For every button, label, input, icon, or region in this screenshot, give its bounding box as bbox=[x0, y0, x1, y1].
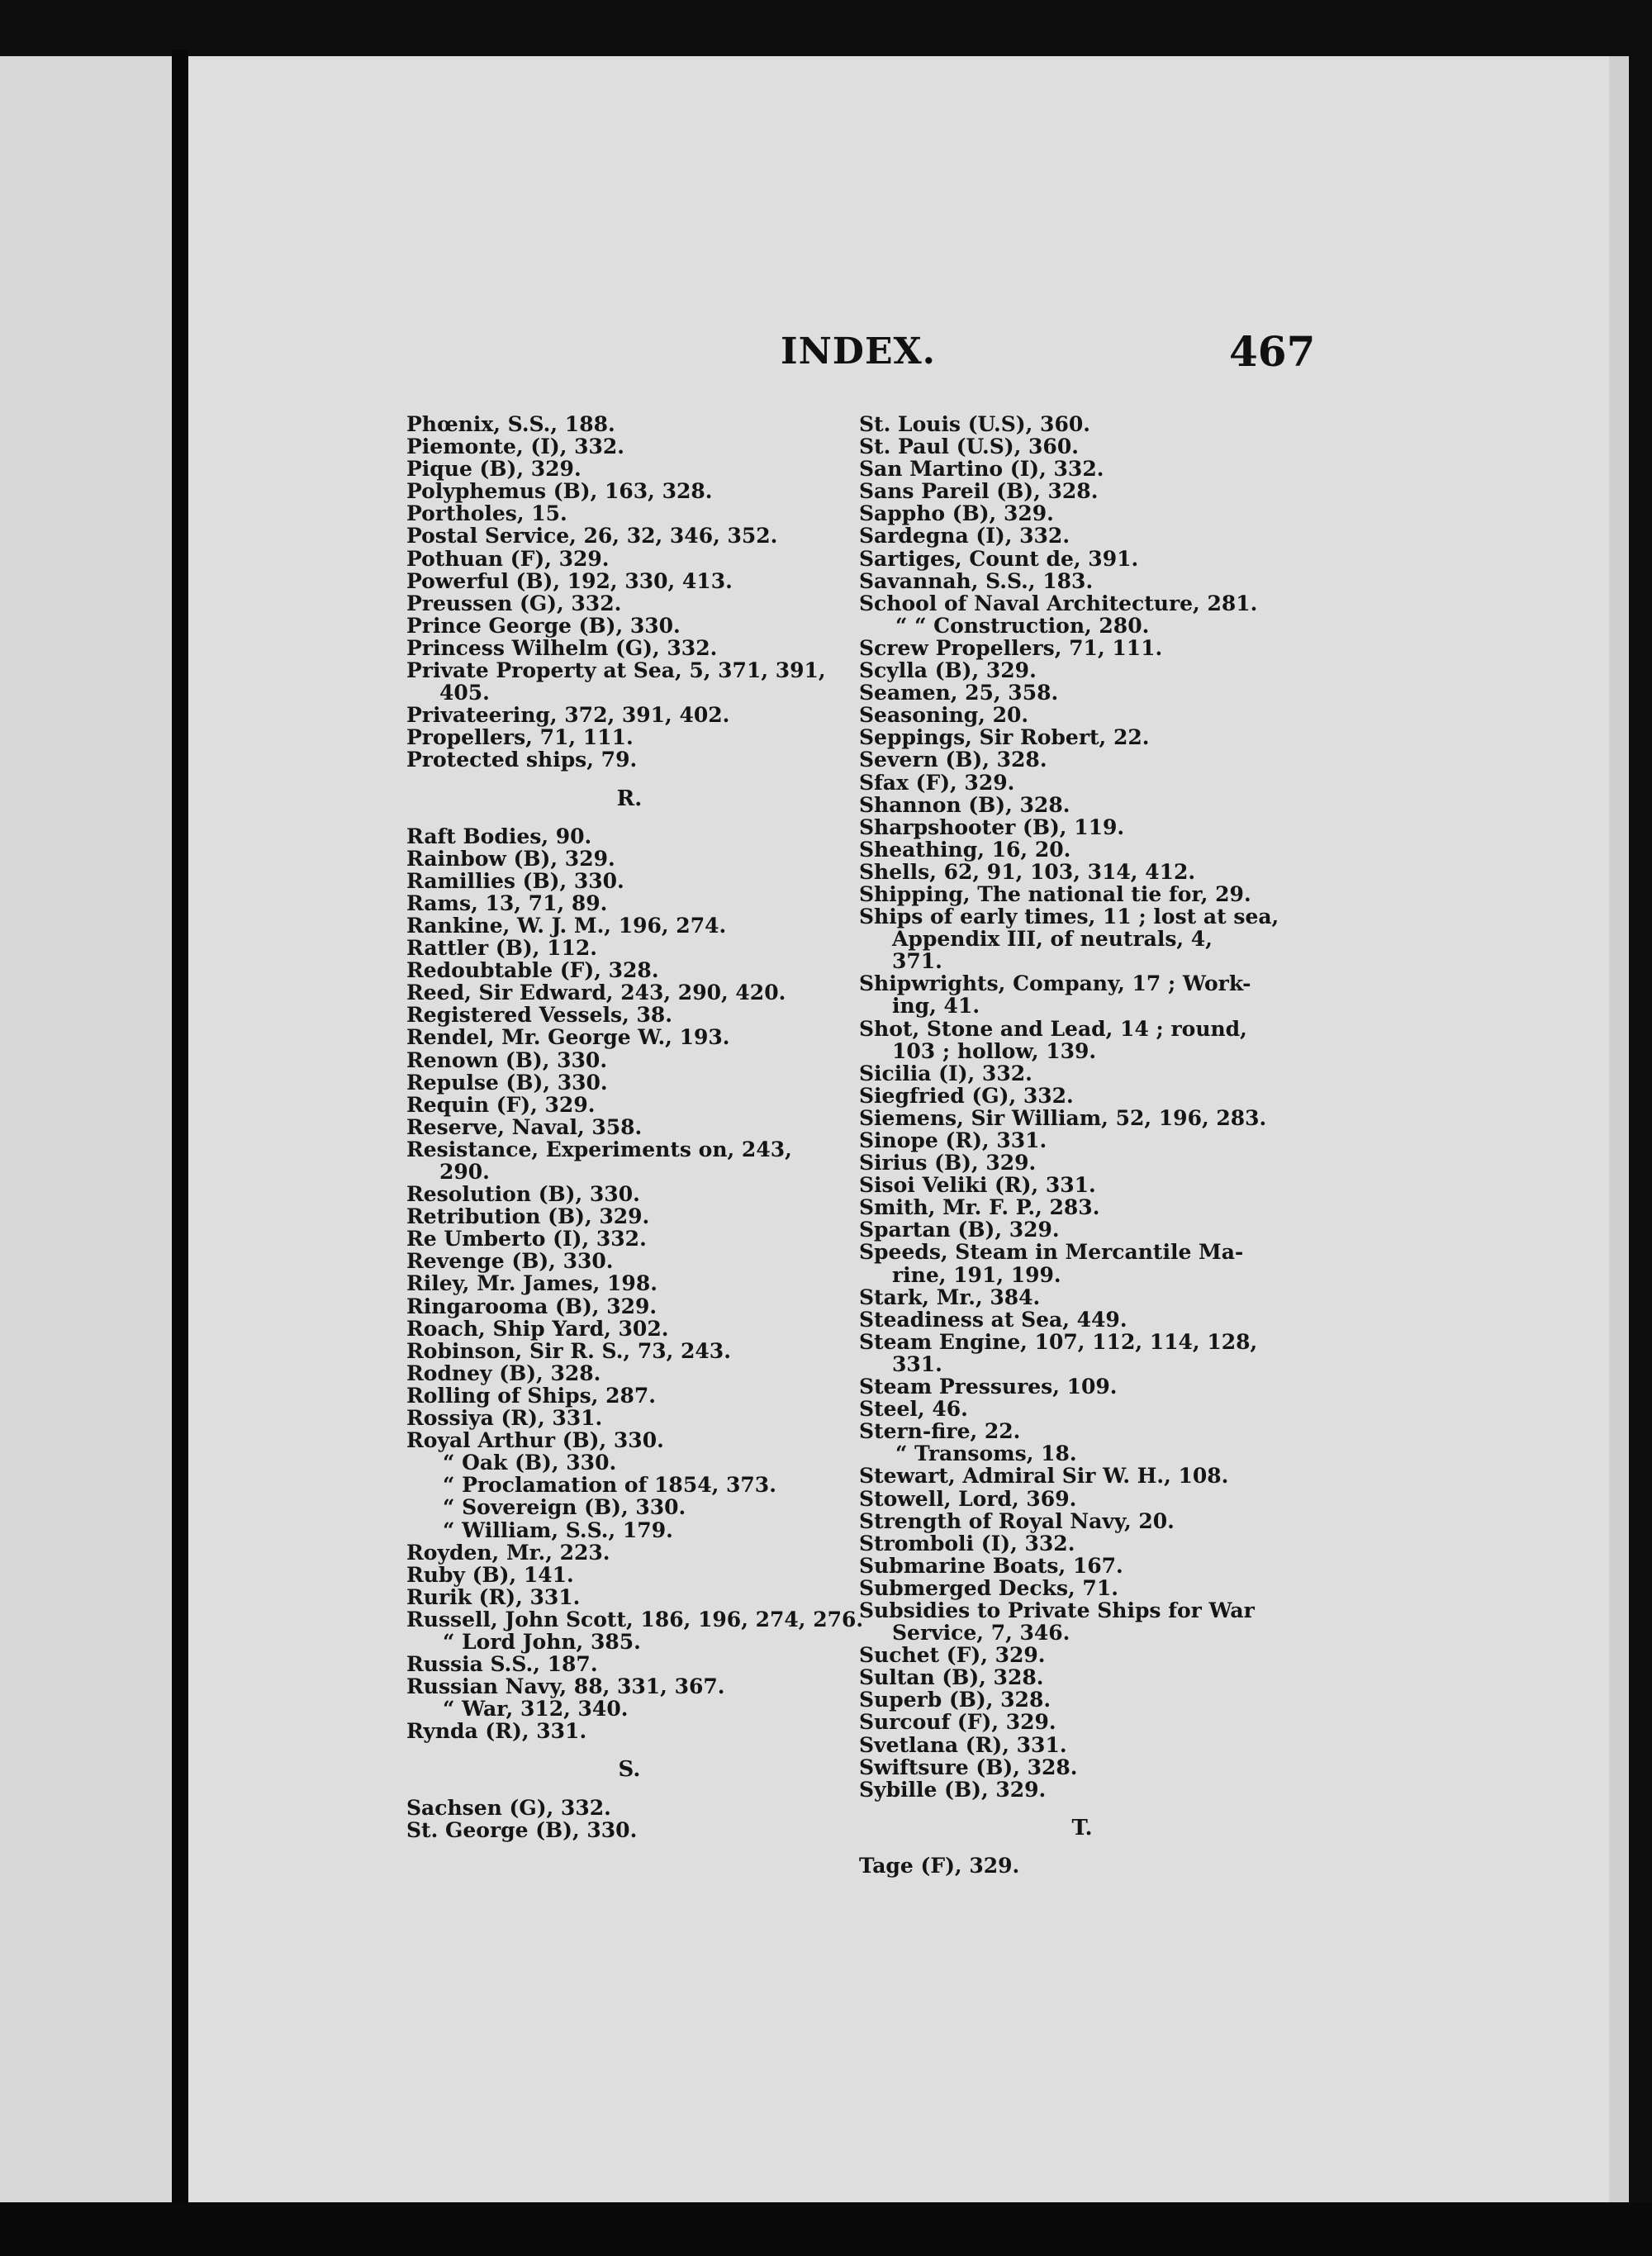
index-entry-text: Sisoi Veliki (R), 331. bbox=[859, 1173, 1096, 1198]
index-entry bbox=[859, 1532, 1305, 1555]
index-entry-text: School of Naval Architecture, 281. bbox=[859, 591, 1258, 615]
index-entry-continuation: Service, 7, 346. bbox=[892, 1621, 1070, 1646]
index-entry bbox=[406, 726, 852, 748]
index-entry bbox=[406, 1819, 852, 1841]
index-entry-text: Ringarooma (B), 329. bbox=[406, 1294, 657, 1318]
index-entry bbox=[406, 1049, 852, 1071]
index-entry bbox=[859, 502, 1305, 525]
index-entry bbox=[406, 1675, 852, 1698]
index-entry-text: Screw Propellers, 71, 111. bbox=[859, 635, 1163, 660]
index-entry bbox=[406, 1004, 852, 1026]
index-entry bbox=[859, 1779, 1305, 1801]
index-entry-text: San Martino (I), 332. bbox=[859, 457, 1104, 482]
index-entry bbox=[859, 905, 1305, 972]
index-entry bbox=[859, 458, 1305, 480]
index-entry-text: Russia S.S., 187. bbox=[406, 1652, 598, 1677]
index-entry bbox=[406, 1407, 852, 1429]
index-entry bbox=[859, 1465, 1305, 1487]
section-letter-heading: R. bbox=[616, 786, 643, 811]
index-entry bbox=[406, 848, 852, 870]
index-entry-text: Royal Arthur (B), 330. bbox=[406, 1428, 664, 1453]
index-entry bbox=[859, 1855, 1305, 1877]
index-entry-text: Submarine Boats, 167. bbox=[859, 1553, 1123, 1578]
index-entry-text: Subsidies to Private Ships for War bbox=[859, 1598, 1255, 1622]
index-entry bbox=[859, 1398, 1305, 1420]
index-entry bbox=[406, 659, 852, 704]
index-entry-text: Resistance, Experiments on, 243, bbox=[406, 1137, 792, 1161]
index-entry-text: Powerful (B), 192, 330, 413. bbox=[406, 568, 733, 593]
index-entry-text: Suchet (F), 329. bbox=[859, 1643, 1046, 1668]
index-entry bbox=[859, 1756, 1305, 1779]
facing-page-edge bbox=[0, 56, 172, 2202]
index-entry-text: Steam Engine, 107, 112, 114, 128, bbox=[859, 1329, 1258, 1354]
index-entry bbox=[406, 748, 852, 771]
index-entry-text: Seamen, 25, 358. bbox=[859, 681, 1059, 705]
index-entry-text: Redoubtable (F), 328. bbox=[406, 958, 659, 983]
index-entry-text: Stowell, Lord, 369. bbox=[859, 1486, 1077, 1511]
index-entry-text: Shipping, The national tie for, 29. bbox=[859, 881, 1251, 906]
index-entry-text: Steel, 46. bbox=[859, 1397, 968, 1422]
index-entry-text: Polyphemus (B), 163, 328. bbox=[406, 479, 713, 504]
index-entry-text: St. George (B), 330. bbox=[406, 1817, 638, 1842]
page-title: INDEX. bbox=[781, 330, 936, 373]
index-entry bbox=[859, 1555, 1305, 1577]
index-entry-text: Shells, 62, 91, 103, 314, 412. bbox=[859, 859, 1196, 884]
index-entry bbox=[859, 435, 1305, 458]
index-entry-text: “ Proclamation of 1854, 373. bbox=[443, 1473, 776, 1498]
index-entry-text: Rynda (R), 331. bbox=[406, 1719, 587, 1744]
index-entry-text: Svetlana (R), 331. bbox=[859, 1732, 1067, 1757]
index-entry bbox=[859, 1174, 1305, 1196]
index-entry-text: Requin (F), 329. bbox=[406, 1092, 596, 1117]
index-entry-text: Protected ships, 79. bbox=[406, 748, 638, 772]
index-entry-text: Rendel, Mr. George W., 193. bbox=[406, 1025, 730, 1050]
index-entry-continuation: 405. bbox=[439, 681, 490, 705]
index-entry bbox=[406, 914, 852, 937]
index-entry bbox=[859, 704, 1305, 726]
index-entry-text: Rolling of Ships, 287. bbox=[406, 1383, 657, 1408]
index-entry-text: “ William, S.S., 179. bbox=[443, 1517, 673, 1542]
index-entry bbox=[406, 458, 852, 480]
index-entry-text: Registered Vessels, 38. bbox=[406, 1003, 672, 1028]
index-entry bbox=[859, 1442, 1305, 1465]
index-entry-text: Rattler (B), 112. bbox=[406, 936, 598, 961]
index-entry-text: Smith, Mr. F. P., 283. bbox=[859, 1195, 1100, 1220]
index-entry-text: Sirius (B), 329. bbox=[859, 1151, 1037, 1175]
index-entry-text: Speeds, Steam in Mercantile Ma- bbox=[859, 1240, 1244, 1265]
index-entry-text: Resolution (B), 330. bbox=[406, 1182, 640, 1207]
index-entry bbox=[859, 1331, 1305, 1375]
index-entry bbox=[406, 892, 852, 914]
index-entry bbox=[406, 1138, 852, 1183]
index-entry bbox=[406, 1451, 852, 1474]
index-entry-text: Renown (B), 330. bbox=[406, 1047, 608, 1072]
index-entry-text: Princess Wilhelm (G), 332. bbox=[406, 635, 718, 660]
index-entry bbox=[406, 825, 852, 848]
index-entry bbox=[406, 1698, 852, 1720]
index-entry-text: Tage (F), 329. bbox=[859, 1853, 1020, 1878]
index-entry-text: Shot, Stone and Lead, 14 ; round, bbox=[859, 1016, 1247, 1041]
index-entry-text: Repulse (B), 330. bbox=[406, 1070, 608, 1095]
index-entry bbox=[859, 838, 1305, 861]
index-entry bbox=[406, 525, 852, 547]
index-entry-text: Sfax (F), 329. bbox=[859, 770, 1015, 795]
index-entry bbox=[406, 1340, 852, 1362]
index-entry-text: “ Transoms, 18. bbox=[895, 1441, 1077, 1466]
index-entry-continuation: ing, 41. bbox=[892, 994, 980, 1019]
index-entry-text: Sharpshooter (B), 119. bbox=[859, 815, 1125, 839]
index-entry bbox=[859, 1018, 1305, 1062]
index-entry bbox=[406, 1362, 852, 1384]
index-entry-text: Rams, 13, 71, 89. bbox=[406, 891, 608, 915]
index-entry bbox=[859, 1711, 1305, 1733]
index-entry bbox=[859, 615, 1305, 637]
index-entry-text: Revenge (B), 330. bbox=[406, 1249, 614, 1274]
index-entry bbox=[406, 615, 852, 637]
index-entry bbox=[859, 772, 1305, 794]
index-entry-continuation: 371. bbox=[892, 949, 942, 974]
index-entry-text: Russian Navy, 88, 331, 367. bbox=[406, 1674, 725, 1699]
index-entry bbox=[406, 570, 852, 592]
index-entry bbox=[859, 1129, 1305, 1152]
index-entry-text: “ War, 312, 340. bbox=[443, 1697, 629, 1722]
index-entry-text: Stern-fire, 22. bbox=[859, 1419, 1021, 1444]
index-entry bbox=[406, 1116, 852, 1138]
index-entry-text: Rodney (B), 328. bbox=[406, 1361, 601, 1385]
index-entry-text: Sinope (R), 331. bbox=[859, 1128, 1047, 1152]
index-entry-text: Preussen (G), 332. bbox=[406, 591, 622, 615]
index-entry bbox=[406, 480, 852, 502]
index-entry bbox=[859, 1308, 1305, 1331]
index-entry bbox=[406, 548, 852, 570]
index-entry bbox=[859, 972, 1305, 1017]
index-entry bbox=[406, 1183, 852, 1205]
page-number: 467 bbox=[1229, 327, 1316, 376]
index-entry-text: Shipwrights, Company, 17 ; Work- bbox=[859, 971, 1251, 996]
index-entry-continuation: rine, 191, 199. bbox=[892, 1262, 1061, 1287]
index-entry-text: Steam Pressures, 109. bbox=[859, 1375, 1118, 1399]
index-entry bbox=[406, 1295, 852, 1318]
index-entry-text: Sartiges, Count de, 391. bbox=[859, 546, 1139, 571]
index-entry-text: Rossiya (R), 331. bbox=[406, 1406, 603, 1431]
index-entry-text: Siegfried (G), 332. bbox=[859, 1083, 1074, 1108]
index-entry-text: Spartan (B), 329. bbox=[859, 1218, 1060, 1242]
index-entry-text: Royden, Mr., 223. bbox=[406, 1540, 610, 1565]
index-entry bbox=[406, 592, 852, 615]
index-entry bbox=[859, 548, 1305, 570]
index-entry-text: Ramillies (B), 330. bbox=[406, 868, 624, 893]
index-entry bbox=[406, 502, 852, 525]
index-entry bbox=[859, 1152, 1305, 1174]
index-entry bbox=[859, 1666, 1305, 1688]
index-entry bbox=[859, 525, 1305, 547]
page-right-edge bbox=[1609, 56, 1629, 2202]
index-entry-text: Sicilia (I), 332. bbox=[859, 1061, 1032, 1085]
index-entry bbox=[406, 413, 852, 435]
index-entry bbox=[859, 592, 1305, 615]
index-entry bbox=[406, 1026, 852, 1048]
index-column-left bbox=[406, 412, 864, 1842]
index-entry-text: “ “ Construction, 280. bbox=[895, 613, 1150, 638]
index-entry bbox=[859, 480, 1305, 502]
index-entry-text: Stark, Mr., 384. bbox=[859, 1285, 1041, 1309]
index-entry bbox=[859, 1107, 1305, 1129]
index-entry bbox=[406, 959, 852, 981]
index-entry-text: Stewart, Admiral Sir W. H., 108. bbox=[859, 1464, 1229, 1489]
index-entry-text: Swiftsure (B), 328. bbox=[859, 1755, 1078, 1779]
index-entry bbox=[859, 1286, 1305, 1308]
index-entry bbox=[406, 1429, 852, 1451]
section-letter-heading: S. bbox=[618, 1757, 641, 1783]
index-entry bbox=[406, 1541, 852, 1564]
index-entry-text: Raft Bodies, 90. bbox=[406, 824, 592, 848]
index-entry-text: Steadiness at Sea, 449. bbox=[859, 1307, 1127, 1332]
index-entry bbox=[859, 861, 1305, 883]
index-entry bbox=[859, 1085, 1305, 1107]
index-entry-text: Rainbow (B), 329. bbox=[406, 846, 615, 871]
index-entry-text: Privateering, 372, 391, 402. bbox=[406, 703, 730, 728]
index-entry bbox=[406, 1272, 852, 1294]
index-entry-text: Postal Service, 26, 32, 346, 352. bbox=[406, 524, 778, 549]
index-entry-text: Prince George (B), 330. bbox=[406, 613, 681, 638]
index-entry bbox=[406, 1586, 852, 1608]
index-entry bbox=[859, 1644, 1305, 1666]
index-entry bbox=[406, 1228, 852, 1250]
index-entry bbox=[859, 816, 1305, 838]
index-entry-text: Shannon (B), 328. bbox=[859, 792, 1070, 817]
index-entry-text: Severn (B), 328. bbox=[859, 748, 1047, 772]
index-entry-text: Siemens, Sir William, 52, 196, 283. bbox=[859, 1105, 1267, 1130]
index-entry bbox=[406, 1250, 852, 1272]
index-entry bbox=[859, 413, 1305, 435]
index-entry bbox=[406, 435, 852, 458]
index-entry bbox=[859, 1599, 1305, 1644]
index-entry bbox=[859, 1510, 1305, 1532]
index-entry bbox=[406, 1720, 852, 1742]
index-entry-text: Rurik (R), 331. bbox=[406, 1584, 581, 1609]
index-entry bbox=[859, 1196, 1305, 1218]
index-entry-text: Retribution (B), 329. bbox=[406, 1204, 650, 1229]
index-entry bbox=[859, 1688, 1305, 1711]
index-entry bbox=[406, 1519, 852, 1541]
index-entry bbox=[859, 1218, 1305, 1241]
index-entry-text: Private Property at Sea, 5, 371, 391, bbox=[406, 658, 826, 683]
page-gutter bbox=[172, 50, 188, 2206]
index-entry bbox=[859, 883, 1305, 905]
index-entry bbox=[859, 682, 1305, 704]
index-entry-text: Re Umberto (I), 332. bbox=[406, 1227, 647, 1251]
index-entry-text: “ Lord John, 385. bbox=[443, 1629, 641, 1654]
index-entry-text: Ruby (B), 141. bbox=[406, 1562, 574, 1587]
index-entry-text: Russell, John Scott, 186, 196, 274, 276. bbox=[406, 1607, 864, 1631]
index-entry bbox=[406, 1797, 852, 1819]
index-entry-text: Reed, Sir Edward, 243, 290, 420. bbox=[406, 981, 786, 1005]
index-entry bbox=[406, 1094, 852, 1116]
index-entry-text: Ships of early times, 11 ; lost at sea, bbox=[859, 905, 1279, 929]
index-entry bbox=[406, 1496, 852, 1518]
index-entry bbox=[406, 704, 852, 726]
index-entry-text: “ Sovereign (B), 330. bbox=[443, 1495, 686, 1520]
index-entry-text: Robinson, Sir R. S., 73, 243. bbox=[406, 1338, 731, 1363]
index-entry-text: Sultan (B), 328. bbox=[859, 1665, 1044, 1690]
index-entry-text: St. Paul (U.S), 360. bbox=[859, 435, 1079, 459]
index-entry-text: Pique (B), 329. bbox=[406, 457, 582, 482]
index-entry-text: Rankine, W. J. M., 196, 274. bbox=[406, 913, 727, 938]
index-entry-continuation: 103 ; hollow, 139. bbox=[892, 1038, 1097, 1063]
index-entry-text: Riley, Mr. James, 198. bbox=[406, 1271, 657, 1296]
index-entry bbox=[406, 981, 852, 1004]
index-entry-text: Submerged Decks, 71. bbox=[859, 1575, 1118, 1600]
index-entry bbox=[406, 1653, 852, 1675]
index-entry-text: Sans Pareil (B), 328. bbox=[859, 479, 1099, 504]
index-entry-text: Phœnix, S.S., 188. bbox=[406, 412, 615, 436]
index-entry bbox=[859, 726, 1305, 748]
index-column-right bbox=[859, 413, 1305, 1877]
index-entry bbox=[859, 570, 1305, 592]
index-entry bbox=[859, 1375, 1305, 1398]
index-entry-text: Propellers, 71, 111. bbox=[406, 725, 634, 750]
index-entry bbox=[859, 1241, 1305, 1285]
index-entry bbox=[859, 637, 1305, 659]
scan-bottom-border bbox=[0, 2202, 1652, 2256]
index-entry bbox=[859, 1062, 1305, 1085]
index-entry-text: Sybille (B), 329. bbox=[859, 1777, 1047, 1802]
index-entry bbox=[859, 1577, 1305, 1599]
index-entry-text: Surcouf (F), 329. bbox=[859, 1710, 1056, 1735]
index-entry bbox=[859, 1488, 1305, 1510]
index-entry bbox=[406, 1631, 852, 1653]
index-entry-continuation: 331. bbox=[892, 1351, 942, 1376]
index-entry bbox=[859, 659, 1305, 682]
index-entry-text: Reserve, Naval, 358. bbox=[406, 1114, 643, 1139]
index-entry bbox=[406, 1564, 852, 1586]
index-entry bbox=[859, 1734, 1305, 1756]
index-entry bbox=[406, 1071, 852, 1094]
index-entry-text: Stromboli (I), 332. bbox=[859, 1531, 1075, 1555]
index-entry-continuation: 290. bbox=[439, 1160, 490, 1184]
index-entry bbox=[406, 1384, 852, 1407]
index-entry-text: Seppings, Sir Robert, 22. bbox=[859, 725, 1150, 750]
index-entry bbox=[406, 1607, 864, 1631]
index-entry bbox=[859, 748, 1305, 771]
index-entry-text: Strength of Royal Navy, 20. bbox=[859, 1508, 1175, 1533]
index-entry bbox=[406, 1205, 852, 1228]
index-entry bbox=[406, 637, 852, 659]
index-entry-text: St. Louis (U.S), 360. bbox=[859, 412, 1090, 436]
index-entry bbox=[859, 1420, 1305, 1442]
index-entry-text: Sappho (B), 329. bbox=[859, 501, 1054, 526]
index-entry-text: Sardegna (I), 332. bbox=[859, 524, 1070, 549]
index-entry bbox=[406, 937, 852, 959]
index-entry-text: Pothuan (F), 329. bbox=[406, 546, 610, 571]
index-entry-text: Scylla (B), 329. bbox=[859, 658, 1037, 683]
index-entry-continuation: Appendix III, of neutrals, 4, bbox=[892, 927, 1213, 952]
index-entry-text: Sachsen (G), 332. bbox=[406, 1795, 611, 1820]
index-entry bbox=[859, 794, 1305, 816]
index-entry bbox=[406, 870, 852, 892]
index-entry-text: Roach, Ship Yard, 302. bbox=[406, 1316, 669, 1341]
section-letter-heading: T. bbox=[1071, 1815, 1093, 1840]
index-entry-text: Sheathing, 16, 20. bbox=[859, 837, 1071, 862]
index-entry bbox=[406, 1318, 852, 1340]
index-entry-text: Portholes, 15. bbox=[406, 501, 567, 526]
index-entry-text: Piemonte, (I), 332. bbox=[406, 435, 625, 459]
index-entry bbox=[406, 1474, 852, 1496]
index-entry-text: Seasoning, 20. bbox=[859, 703, 1029, 728]
index-entry-text: Superb (B), 328. bbox=[859, 1688, 1051, 1712]
index-entry-text: Savannah, S.S., 183. bbox=[859, 568, 1094, 593]
index-entry-text: “ Oak (B), 330. bbox=[443, 1451, 617, 1475]
